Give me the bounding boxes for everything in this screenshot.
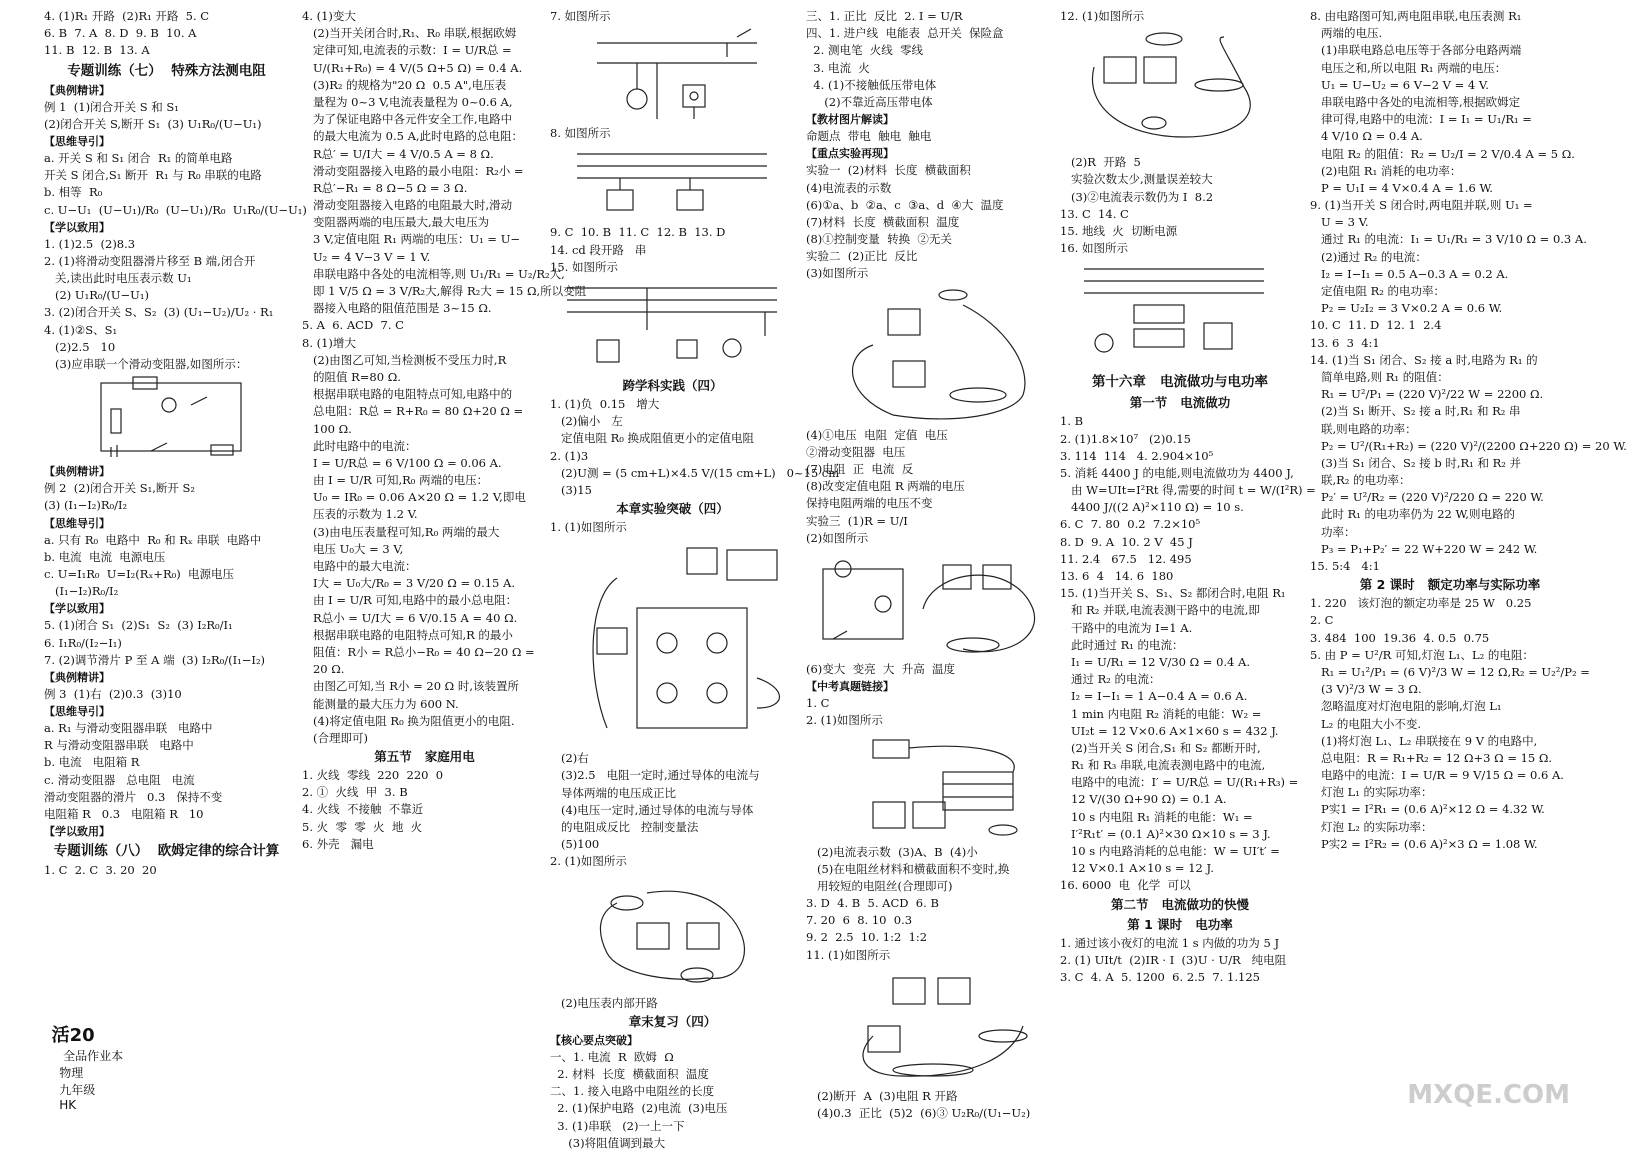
answer-line: 10. C 11. D 12. 1 2.4 [1310, 318, 1442, 333]
answer-line: 8. 由电路图可知,两电阻串联,电压表测 R₁ [1310, 9, 1522, 23]
answer-line: 滑动变阻器接入电路的最小电阻：R₂小 = [302, 163, 524, 178]
answer-line: R 与滑动变阻器串联 电路中 [44, 738, 194, 753]
answer-line: 定律可知,电流表的示数：I = U/R总 = [302, 43, 512, 58]
answer-line: 6. B 7. A 8. D 9. B 10. A [44, 26, 197, 41]
watermark-logo: MXQE.COM [1407, 1080, 1570, 1110]
answer-line: 的最大电流为 0.5 A,此时电路的总电阻： [302, 129, 524, 144]
answer-line: P₂ = U²/(R₁+R₂) = (220 V)²/(2200 Ω+220 Ω) = 20 W. [1310, 438, 1627, 453]
section-heading: 第一节 电流做功 [1129, 395, 1231, 411]
section-heading: 第二节 电流做功的快慢 [1110, 896, 1250, 912]
answer-line: 忽略温度对灯泡电阻的影响,灯泡 L₁ [1310, 699, 1502, 714]
answer-line: b. 电流 电流 电源电压 [44, 549, 166, 564]
answer-line: (2)电压表内部开路 [550, 995, 658, 1010]
answer-line: 4400 J/((2 A)²×110 Ω) = 10 s. [1060, 500, 1244, 515]
answer-line: 15. (1)当开关 S、S₁、S₂ 都闭合时,电阻 R₁ [1060, 586, 1286, 601]
answer-line: 干路中的电流为 I=1 A. [1060, 620, 1193, 635]
answer-line: 实验二 (2)正比 反比 [806, 249, 918, 264]
answer-line: 用较短的电阻丝(合理即可) [806, 878, 953, 893]
circuit-diagram-figure [557, 27, 789, 123]
answer-line: (3)由电压表量程可知,R₀ 两端的最大 [302, 524, 500, 539]
circuit-diagram-figure [51, 375, 283, 461]
answer-line: 3. (1)串联 (2)一上一下 [550, 1118, 685, 1133]
answer-line: 1. 通过该小夜灯的电流 1 s 内做的功为 5 J [1060, 935, 1280, 950]
answer-line: 导体两端的电压成正比 [550, 785, 676, 800]
book-title: 全品作业本 [63, 1049, 124, 1063]
answer-line: 1. (1)如图所示 [550, 520, 627, 535]
answer-line: (3) (I₁−I₂)R₀/I₂ [44, 498, 128, 513]
answer-line: (2)不靠近高压带电体 [806, 94, 933, 109]
answer-line: P = U₁I = 4 V×0.4 A = 1.6 W. [1310, 180, 1493, 195]
answer-line: 电阻 R₂ 的阻值：R₂ = U₂/I = 2 V/0.4 A = 5 Ω. [1310, 146, 1575, 161]
answer-line: 14. (1)当 S₁ 闭合、S₂ 接 a 时,电路为 R₁ 的 [1310, 352, 1538, 367]
answer-line: (3)应串联一个滑动变阻器,如图所示： [44, 357, 248, 371]
answer-line: I₂ = I−I₁ = 1 A−0.4 A = 0.6 A. [1060, 689, 1248, 704]
answer-line: 定值电阻 R₂ 的电功率： [1310, 284, 1446, 298]
answer-line: P₂′ = U²/R₂ = (220 V)²/220 Ω = 220 W. [1310, 490, 1544, 505]
answer-line: I₁ = U/R₁ = 12 V/30 Ω = 0.4 A. [1060, 654, 1250, 669]
answer-line: 简单电路,则 R₁ 的阻值： [1310, 369, 1449, 384]
answer-line: 12. (1)如图所示 [1060, 9, 1145, 23]
answer-line: (6)变大 变亮 大 升高 温度 [806, 661, 956, 676]
section-heading: 第 2 课时 额定功率与实际功率 [1359, 577, 1541, 593]
answer-line: (2)由图乙可知,当检测板不受压力时,R [302, 352, 507, 367]
answer-line: P₃ = P₁+P₂′ = 22 W+220 W = 242 W. [1310, 541, 1538, 556]
answer-line: 由图乙可知,当 R小 = 20 Ω 时,该装置所 [302, 679, 520, 694]
answer-line: (8)①控制变量 转换 ②无关 [806, 232, 952, 247]
section-tag: 【学以致用】 [44, 602, 110, 616]
answer-line: 2. ① 火线 甲 3. B [302, 785, 408, 800]
answer-line: 9. C 10. B 11. C 12. B 13. D [550, 225, 726, 240]
answer-line: 保持电阻两端的电压不变 [806, 496, 933, 511]
answer-line: 7. 如图所示 [550, 9, 611, 23]
answer-line: 16. 如图所示 [1060, 241, 1128, 256]
answer-line: 2. (1)将滑动变阻器滑片移至 B 端,闭合开 [44, 253, 256, 268]
answer-line: 开关 S 闭合,S₁ 断开 R₁ 与 R₀ 串联的电路 [44, 168, 262, 183]
answer-line: 2. (1)3 [550, 448, 589, 463]
answer-line: 1. B [1060, 414, 1084, 429]
answer-line: 5. 火 零 零 火 地 火 [302, 819, 423, 834]
answer-line: 14. cd 段开路 串 [550, 242, 647, 257]
grade: 九年级 [59, 1083, 96, 1097]
circuit-diagram-figure [557, 538, 789, 748]
answer-line: 四、1. 进户线 电能表 总开关 保险盒 [806, 26, 1004, 41]
answer-line: b. 相等 R₀ [44, 185, 103, 200]
answer-line: 电路中的电流：I = U/R = 9 V/15 Ω = 0.6 A. [1310, 768, 1564, 783]
answer-line: 电阻箱 R 0.3 电阻箱 R 10 [44, 807, 204, 821]
page-footer [44, 1007, 123, 1112]
answer-column-1 [44, 8, 307, 1086]
answer-line: U/(R₁+R₀) = 4 V/(5 Ω+5 Ω) = 0.4 A. [302, 60, 523, 75]
answer-line: 5. (1)闭合 S₁ (2)S₁ S₂ (3) I₂R₀/I₁ [44, 618, 233, 633]
answer-line: 16. 6000 电 化学 可以 [1060, 878, 1191, 893]
answer-line: 压表的示数为 1.2 V. [302, 507, 418, 522]
answer-line: 3 V,定值电阻 R₁ 两端的电压：U₁ = U− [302, 232, 521, 247]
answer-line: 灯泡 L₂ 的实际功率： [1310, 819, 1433, 834]
answer-line: 此时 R₁ 的电功率仍为 22 W,则电路的 [1310, 507, 1515, 522]
answer-line: (5)在电阻丝材料和横截面积不变时,换 [806, 861, 1010, 876]
page-number: 活20 [51, 1025, 95, 1046]
section-tag: 【典例精讲】 [44, 83, 110, 97]
answer-line: R₁ = U₁²/P₁ = (6 V)²/3 W = 12 Ω,R₂ = U₂²/P₂ = [1310, 664, 1590, 679]
answer-line: 灯泡 L₁ 的实际功率： [1310, 785, 1433, 800]
answer-line: ②滑动变阻器 电压 [806, 444, 906, 459]
answer-line: 20 Ω. [302, 662, 345, 677]
answer-line: (3)2.5 电阻一定时,通过导体的电流与 [550, 768, 760, 783]
answer-line: 功率： [1310, 524, 1356, 539]
circuit-diagram-figure [813, 549, 1045, 659]
circuit-diagram-figure [557, 873, 789, 993]
answer-line: (3)如图所示 [806, 266, 869, 281]
answer-line: P₂ = U₂I₂ = 3 V×0.2 A = 0.6 W. [1310, 301, 1503, 316]
answer-line: 实验次数太少,测量误差较大 [1060, 172, 1213, 187]
answer-line: 2. (1)1.8×10⁷ (2)0.15 [1060, 431, 1191, 446]
answer-line: (4)①电压 电阻 定值 电压 [806, 427, 948, 442]
answer-line: 电压 U₀大 = 3 V, [302, 541, 404, 556]
answer-line: (2)电阻 R₁ 消耗的电功率： [1310, 163, 1462, 178]
answer-line: 11. B 12. B 13. A [44, 43, 150, 58]
answer-line: 定值电阻 R₀ 换成阻值更小的定值电阻 [550, 431, 755, 446]
answer-line: R总′−R₁ = 8 Ω−5 Ω = 3 Ω. [302, 180, 468, 195]
answer-line: (6)①a、b ②a、c ③a、d ④大 温度 [806, 197, 1004, 212]
answer-line: 律可得,电路中的电流：I = I₁ = U₁/R₁ = [1310, 112, 1532, 127]
answer-line: 5. 由 P = U²/R 可知,灯泡 L₁、L₂ 的电阻： [1310, 647, 1534, 662]
answer-line: R总′ = U/I大 = 4 V/0.5 A = 8 Ω. [302, 146, 494, 161]
answer-column-6 [1310, 8, 1627, 1086]
section-tag: 【学以致用】 [44, 220, 110, 234]
answer-line: 例 2 (2)闭合开关 S₁,断开 S₂ [44, 481, 196, 496]
answer-line: 的阻值 R=80 Ω. [302, 369, 401, 384]
circuit-diagram-figure [557, 278, 789, 374]
answer-line: 1. (1)2.5 (2)8.3 [44, 236, 136, 251]
answer-line: 根据串联电路的电阻特点可知,R 的最小 [302, 627, 513, 642]
answer-line: R₁ 和 R₃ 串联,电流表测电路中的电流, [1060, 758, 1266, 773]
circuit-diagram-figure [1064, 259, 1296, 369]
answer-column-5 [1060, 8, 1316, 1086]
answer-line: 5. 消耗 4400 J 的电能,则电流做功为 4400 J, [1060, 465, 1294, 480]
answer-line: 联,R₂ 的电功率： [1310, 473, 1411, 488]
answer-line: 15. 5:4 4:1 [1310, 559, 1380, 573]
answer-line: (5)100 [550, 837, 600, 852]
section-tag: 【核心要点突破】 [550, 1033, 638, 1047]
answer-line: 电压之和,所以电阻 R₁ 两端的电压： [1310, 60, 1507, 75]
answer-line: P实2 = I²R₂ = (0.6 A)²×3 Ω = 1.08 W. [1310, 836, 1538, 851]
answer-line: I′²R₁t′ = (0.1 A)²×30 Ω×10 s = 3 J. [1060, 826, 1271, 841]
answer-line: 3. D 4. B 5. ACD 6. B [806, 896, 939, 911]
answer-line: 变阻器两端的电压最大,最大电压为 [302, 215, 490, 230]
answer-line: 由 W=UIt=I²Rt 得,需要的时间 t = W/(I²R) = [1060, 483, 1316, 498]
answer-line: 13. 6 3 4:1 [1310, 335, 1380, 350]
answer-line: (7)电阻 正 电流 反 [806, 462, 914, 476]
answer-line: 电路中的最大电流： [302, 559, 417, 573]
answer-line: c. U−U₁ (U−U₁)/R₀ (U−U₁)/R₀ U₁R₀/(U−U₁) [44, 202, 307, 217]
section-heading: 第十六章 电流做功与电功率 [1091, 374, 1269, 391]
answer-line: (2)R 开路 5 [1060, 155, 1141, 170]
answer-line: (3)将阻值调到最大 [550, 1135, 666, 1150]
answer-line: 串联电路中各处的电流相等,则 U₁/R₁ = U₂/R₂大, [302, 266, 565, 281]
answer-line: (3)当 S₁ 闭合、S₂ 接 b 时,R₁ 和 R₂ 并 [1310, 455, 1522, 470]
answer-line: 例 3 (1)右 (2)0.3 (3)10 [44, 686, 182, 701]
answer-line: c. 滑动变阻器 总电阻 电流 [44, 772, 195, 787]
circuit-diagram-figure [557, 144, 789, 222]
answer-line: (2)当 S₁ 断开、S₂ 接 a 时,R₁ 和 R₂ 串 [1310, 404, 1521, 419]
answer-line: 两端的电压. [1310, 26, 1383, 41]
answer-line: U₂ = 4 V−3 V = 1 V. [302, 249, 431, 264]
section-tag: 【思维导引】 [44, 134, 110, 148]
answer-line: (2)断开 A (3)电阻 R 开路 [806, 1088, 958, 1103]
answer-line: a. 只有 R₀ 电路中 R₀ 和 Rₓ 串联 电路中 [44, 532, 262, 547]
answer-line: 电路中的电流：I′ = U/R总 = U/(R₁+R₃) = [1060, 775, 1299, 790]
answer-line: 100 Ω. [302, 421, 352, 436]
answer-line: (4)电压一定时,通过导体的电流与导体 [550, 802, 754, 817]
answer-line: 由 I = U/R 可知,电路中的最小总电阻： [302, 593, 518, 608]
answer-line: (2)当开关闭合时,R₁、R₀ 串联,根据欧姆 [302, 26, 517, 41]
answer-line: 1 min 内电阻 R₂ 消耗的电能：W₂ = [1060, 706, 1262, 721]
section-heading: 第五节 家庭用电 [374, 749, 475, 765]
answer-line: (2) U₁R₀/(U−U₁) [44, 288, 149, 303]
answer-line: (3)②电流表示数仍为 I 8.2 [1060, 189, 1214, 204]
answer-line: 例 1 (1)闭合开关 S 和 S₁ [44, 99, 179, 114]
answer-line: 三、1. 正比 反比 2. I = U/R [806, 9, 963, 23]
answer-line: 命题点 带电 触电 触电 [806, 129, 932, 144]
answer-line: 13. C 14. C [1060, 206, 1129, 221]
answer-line: 3. C 4. A 5. 1200 6. 2.5 7. 1.125 [1060, 969, 1260, 984]
answer-line: 为了保证电路中各元件安全工作,电路中 [302, 112, 513, 127]
answer-line: 2. 材料 长度 横截面积 温度 [550, 1066, 709, 1081]
answer-line: 串联电路中各处的电流相等,根据欧姆定 [1310, 94, 1521, 109]
answer-line: 3. (2)闭合开关 S、S₂ (3) (U₁−U₂)/U₂ · R₁ [44, 305, 274, 320]
answer-line: I₂ = I−I₁ = 0.5 A−0.3 A = 0.2 A. [1310, 266, 1509, 281]
edition: HK [59, 1098, 77, 1112]
circuit-diagram-figure [813, 966, 1045, 1086]
answer-line: 4. (1)变大 [302, 9, 356, 23]
answer-line: b. 电流 电阻箱 R [44, 755, 140, 770]
answer-line: 11. (1)如图所示 [806, 947, 891, 962]
answer-line: 1. 220 该灯泡的额定功率是 25 W 0.25 [1310, 596, 1532, 611]
answer-line: (8)改变定值电阻 R 两端的电压 [806, 479, 965, 494]
answer-line: (2)通过 R₂ 的电流： [1310, 249, 1427, 264]
answer-line: 总电阻：R = R₁+R₂ = 12 Ω+3 Ω = 15 Ω. [1310, 750, 1553, 765]
answer-line: 2. (1)如图所示 [550, 854, 627, 869]
section-heading: 第 1 课时 电功率 [1127, 916, 1233, 932]
answer-line: (4)将定值电阻 R₀ 换为阻值更小的电阻. [302, 713, 515, 728]
answer-line: 能测量的最大压力为 600 N. [302, 696, 459, 711]
section-tag: 【学以致用】 [44, 825, 110, 839]
section-heading: 章末复习（四） [628, 1013, 717, 1029]
answer-line: 9. 2 2.5 10. 1:2 1:2 [806, 930, 928, 945]
section-tag: 【教材图片解读】 [806, 113, 894, 127]
answer-line: I大 = U₀大/R₀ = 3 V/20 Ω = 0.15 A. [302, 576, 515, 591]
answer-line: U = 3 V. [1310, 215, 1369, 230]
answer-line: 8. D 9. A 10. 2 V 45 J [1060, 534, 1193, 549]
answer-line: 3. 114 114 4. 2.904×10⁵ [1060, 448, 1214, 463]
answer-line: 6. C 7. 80 0.2 7.2×10⁵ [1060, 517, 1201, 532]
answer-line: (4)电流表的示数 [806, 180, 892, 195]
answer-line: (2)如图所示 [806, 530, 869, 545]
section-tag: 【典例精讲】 [44, 670, 110, 684]
answer-line: (3 V)²/3 W = 3 Ω. [1310, 682, 1422, 697]
answer-line: 12 V/(30 Ω+90 Ω) = 0.1 A. [1060, 792, 1227, 807]
answer-line: 13. 6 4 14. 6 180 [1060, 569, 1174, 583]
answer-line: (2)偏小 左 [550, 414, 623, 429]
answer-line: 1. C [806, 696, 830, 711]
answer-line: 15. 地线 火 切断电源 [1060, 223, 1178, 238]
answer-line: (1)将灯泡 L₁、L₂ 串联接在 9 V 的电路中, [1310, 733, 1538, 748]
answer-line: 一、1. 电流 R 欧姆 Ω [550, 1049, 674, 1064]
answer-line: 实验三 (1)R = U/I [806, 513, 908, 528]
answer-line: UI₂t = 12 V×0.6 A×1×60 s = 432 J. [1060, 723, 1279, 738]
answer-line: U₁ = U−U₂ = 6 V−2 V = 4 V. [1310, 77, 1489, 92]
answer-line: 总电阻：R总 = R+R₀ = 80 Ω+20 Ω = [302, 404, 524, 419]
answer-line: 3. 484 100 19.36 4. 0.5 0.75 [1310, 630, 1490, 645]
answer-line: 9. (1)当开关 S 闭合时,两电阻并联,则 U₁ = [1310, 198, 1533, 213]
answer-line: 根据串联电路的电阻特点可知,电路中的 [302, 387, 513, 402]
subject: 物理 [59, 1066, 84, 1080]
answer-line: c. U=I₁R₀ U=I₂(Rₓ+R₀) 电源电压 [44, 566, 235, 581]
answer-line: 5. A 6. ACD 7. C [302, 318, 404, 333]
answer-line: 实验一 (2)材料 长度 横截面积 [806, 163, 971, 178]
answer-line: 8. (1)增大 [302, 335, 356, 350]
answer-line: 4. 火线 不接触 不靠近 [302, 802, 424, 817]
answer-line: 此时电路中的电流： [302, 438, 417, 453]
section-heading: 专题训练（七） 特殊方法测电阻 [67, 62, 266, 79]
answer-line: R₁ = U²/P₁ = (220 V)²/22 W = 2200 Ω. [1310, 387, 1544, 402]
answer-line: 3. 电流 火 [806, 60, 870, 75]
section-heading: 跨学科实践（四） [622, 377, 723, 393]
answer-line: (3)R₂ 的规格为"20 Ω 0.5 A",电压表 [302, 77, 507, 92]
answer-line: (2)右 [550, 751, 589, 766]
answer-line: 此时通过 R₁ 的电流： [1060, 637, 1184, 652]
answer-line: 量程为 0~3 V,电流表量程为 0~0.6 A, [302, 94, 513, 109]
answer-line: 1. C 2. C 3. 20 20 [44, 863, 157, 878]
answer-line: P实1 = I²R₁ = (0.6 A)²×12 Ω = 4.32 W. [1310, 802, 1545, 817]
answer-line: 通过 R₂ 的电流： [1060, 672, 1161, 687]
answer-line: (2)闭合开关 S,断开 S₁ (3) U₁R₀/(U−U₁) [44, 116, 262, 131]
answer-line: 12 V×0.1 A×10 s = 12 J. [1060, 861, 1214, 876]
answer-line: 4 V/10 Ω = 0.4 A. [1310, 129, 1423, 144]
section-tag: 【思维导引】 [44, 516, 110, 530]
answer-line: 8. 如图所示 [550, 126, 611, 141]
answer-line: (1)串联电路总电压等于各部分电路两端 [1310, 43, 1522, 58]
answer-line: (2)U测 = (5 cm+L)×4.5 V/(15 cm+L) 0~15 cm [550, 465, 840, 480]
section-tag: 【中考真题链接】 [806, 680, 894, 694]
answer-line: (3)15 [550, 482, 592, 497]
answer-line: L₂ 的电阻大小不变. [1310, 716, 1422, 731]
answer-line: 4. (1)不接触低压带电体 [806, 77, 937, 92]
answer-line: 和 R₂ 并联,电流表测干路中的电流,即 [1060, 603, 1260, 618]
section-tag: 【思维导引】 [44, 705, 110, 719]
answer-line: (合理即可) [302, 730, 368, 745]
answer-line: 2. (1)如图所示 [806, 713, 883, 728]
answer-line: 2. C [1310, 613, 1334, 628]
answer-line: 器接入电路的阻值范围是 3~15 Ω. [302, 301, 492, 316]
answer-line: 4. (1)②S、S₁ [44, 322, 118, 337]
answer-line: 的电阻成反比 控制变量法 [550, 820, 699, 834]
section-heading: 专题训练（八） 欧姆定律的综合计算 [53, 843, 280, 860]
section-tag: 【典例精讲】 [44, 465, 110, 479]
answer-line: a. R₁ 与滑动变阻器串联 电路中 [44, 721, 213, 736]
answer-line: a. 开关 S 和 S₁ 闭合 R₁ 的简单电路 [44, 150, 233, 165]
answer-line: 11. 2.4 67.5 12. 495 [1060, 551, 1192, 566]
answer-line: 滑动变阻器的滑片 0.3 保持不变 [44, 789, 223, 804]
answer-line: (4)0.3 正比 (5)2 (6)③ U₂R₀/(U₁−U₂) [806, 1106, 1031, 1120]
section-tag: 【重点实验再现】 [806, 147, 894, 161]
answer-line: R总小 = U/I大 = 6 V/0.15 A = 40 Ω. [302, 610, 518, 625]
answer-line: 10 s 内电路消耗的总电能：W = UI′t′ = [1060, 844, 1280, 858]
section-heading: 本章实验突破（四） [616, 501, 729, 517]
answer-column-4 [806, 8, 1051, 1120]
answer-line: 关,读出此时电压表示数 U₁ [44, 271, 192, 286]
circuit-diagram-figure [1064, 27, 1296, 152]
answer-line: (2)2.5 10 [44, 339, 116, 354]
answer-line: 由 I = U/R 可知,R₀ 两端的电压： [302, 473, 489, 488]
answer-line: 2. (1) UIt/t (2)IR · I (3)U · U/R 纯电阻 [1060, 952, 1287, 967]
answer-line: 联,则电路的功率： [1310, 421, 1417, 436]
answer-line: 4. (1)R₁ 开路 (2)R₁ 开路 5. C [44, 9, 210, 23]
answer-line: 通过 R₁ 的电流：I₁ = U₁/R₁ = 3 V/10 Ω = 0.3 A. [1310, 232, 1587, 247]
answer-line: 滑动变阻器接入电路的电阻最大时,滑动 [302, 198, 513, 213]
answer-line: (7)材料 长度 横截面积 温度 [806, 214, 960, 229]
answer-line: 7. (2)调节滑片 P 至 A 端 (3) I₂R₀/(I₁−I₂) [44, 652, 266, 667]
answer-line: (I₁−I₂)R₀/I₂ [44, 584, 119, 599]
answer-line: I = U/R总 = 6 V/100 Ω = 0.06 A. [302, 455, 502, 470]
answer-line: 即 1 V/5 Ω = 3 V/R₂大,解得 R₂大 = 15 Ω,所以变阻 [302, 284, 587, 298]
answer-line: 1. (1)负 0.15 增大 [550, 396, 660, 411]
circuit-diagram-figure [813, 285, 1045, 425]
answer-line: 阻值：R小 = R总小−R₀ = 40 Ω−20 Ω = [302, 644, 535, 659]
answer-line: 7. 20 6 8. 10 0.3 [806, 913, 913, 928]
answer-line: 二、1. 接入电路中电阻丝的长度 [550, 1084, 715, 1099]
answer-line: 10 s 内电阻 R₁ 消耗的电能：W₁ = [1060, 809, 1253, 824]
answer-line: U₀ = IR₀ = 0.06 A×20 Ω = 1.2 V,即电 [302, 490, 526, 505]
circuit-diagram-figure [813, 732, 1045, 842]
answer-line: 15. 如图所示 [550, 259, 618, 274]
answer-line: (2)电流表示数 (3)A、B (4)小 [806, 844, 978, 859]
answer-line: (2)当开关 S 闭合,S₁ 和 S₂ 都断开时, [1060, 740, 1261, 755]
answer-line: 2. (1)保护电路 (2)电流 (3)电压 [550, 1101, 728, 1116]
answer-line: 6. 外壳 漏电 [302, 836, 374, 851]
answer-line: 2. 测电笔 火线 零线 [806, 43, 924, 58]
answer-line: 1. 火线 零线 220 220 0 [302, 768, 444, 783]
answer-line: 6. I₁R₀/(I₂−I₁) [44, 635, 122, 650]
